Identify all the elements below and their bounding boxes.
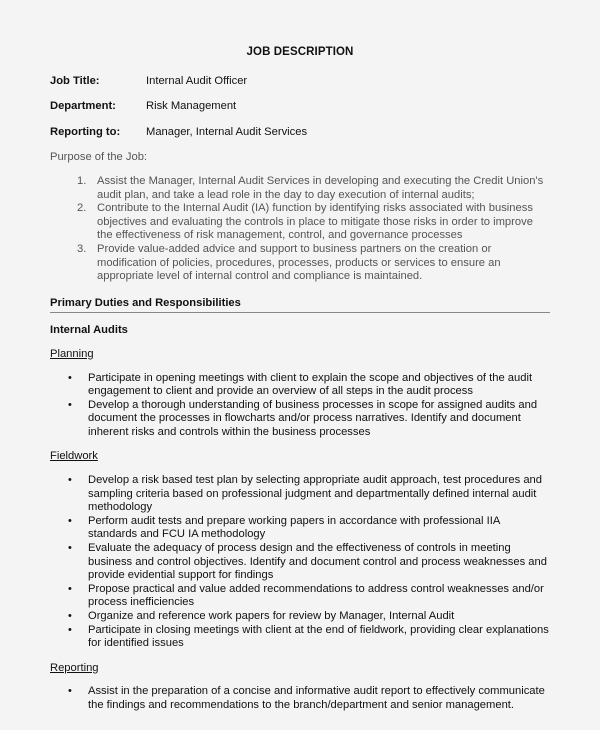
reporting-list <box>50 685 550 712</box>
purpose-item <box>77 174 550 202</box>
list-item <box>68 685 550 712</box>
group-label-fieldwork: Fieldwork <box>50 450 98 463</box>
field-job-title <box>50 75 550 89</box>
group-label-planning: Planning <box>50 347 94 360</box>
list-item-text: Perform audit tests and prepare working papers in accordance with professional IIA standards and FCU IA methodology <box>88 514 500 541</box>
list-item-text: Assist in the preparation of a concise and informative audit report to effectively communicate the findings and recommendations to the branch/department and senior management. <box>88 685 545 711</box>
list-item <box>68 610 550 624</box>
list-item-text: Evaluate the adequacy of process design and the effectiveness of controls in meeting business and control objectives. Identify and document control and process weaknesses and provide evidential support for findings <box>88 542 547 582</box>
job-fields <box>50 75 550 140</box>
list-item-text: Participate in opening meetings with client to explain the scope and objectives of the audit engagement to client and provide an overview of all steps in the audit process <box>88 371 533 398</box>
list-item <box>68 474 550 515</box>
bullet-icon: • <box>68 685 72 698</box>
purpose-item-number: 2. <box>77 202 87 215</box>
fieldwork-list <box>50 474 550 651</box>
bullet-icon: • <box>68 623 72 636</box>
list-item-text: Develop a risk based test plan by selecting appropriate audit approach, test procedures and sampling criteria based on professional judgment and departmentally defined internal audit methodology <box>88 474 542 514</box>
list-item <box>68 582 550 610</box>
subheading-internal-audits: Internal Audits <box>50 324 128 337</box>
field-department <box>50 100 550 114</box>
document-title: JOB DESCRIPTION <box>246 46 354 58</box>
list-item-text: Develop a thorough understanding of business processes in scope for assigned audits and document the processes in flowcharts and/or process narratives. Identify and document inherent risks and controls within the business processes <box>88 398 538 438</box>
purpose-item-text: Assist the Manager, Internal Audit Services in developing and executing the Credit Union's audit plan, and take a lead role in the day to day execution of internal audits; <box>97 174 544 201</box>
field-value: Risk Management <box>146 100 237 113</box>
purpose-item <box>77 242 550 284</box>
list-item <box>68 542 550 583</box>
field-label: Department: <box>50 100 116 113</box>
purpose-item-number: 3. <box>77 242 87 255</box>
bullet-icon: • <box>68 542 72 555</box>
purpose-item-text: Provide value-added advice and support to business partners on the creation or modification of policies, procedures, processes, products or services to ensure an appropriate level of internal control and compliance is maintained. <box>97 242 501 283</box>
bullet-icon: • <box>68 474 72 487</box>
bullet-icon: • <box>68 514 72 527</box>
list-item-text: Participate in closing meetings with client at the end of fieldwork, providing clear explanations for identified issues <box>88 623 549 650</box>
group-label-reporting: Reporting <box>50 661 99 674</box>
purpose-list <box>50 175 550 284</box>
list-item-text: Organize and reference work papers for review by Manager, Internal Audit <box>88 610 455 622</box>
field-label: Job Title: <box>50 74 100 87</box>
list-item-text: Propose practical and value added recommendations to address control weaknesses and/or process inefficiencies <box>88 582 544 609</box>
list-item <box>68 623 550 651</box>
field-value: Manager, Internal Audit Services <box>146 125 308 138</box>
bullet-icon: • <box>68 610 72 622</box>
list-item <box>68 398 550 440</box>
field-reporting-to <box>50 126 550 140</box>
purpose-heading: Purpose of the Job: <box>50 151 148 164</box>
section-heading-duties: Primary Duties and Responsibilities <box>50 297 550 314</box>
purpose-item-text: Contribute to the Internal Audit (IA) function by identifying risks associated with business objectives and evaluating the controls in place to mitigate those risks in order to improve the effectiveness of risk management, control, and governance processes <box>97 202 533 242</box>
purpose-item-number: 1. <box>77 174 87 187</box>
field-value: Internal Audit Officer <box>146 74 248 87</box>
bullet-icon: • <box>68 371 72 384</box>
planning-list <box>50 372 550 440</box>
list-item <box>68 514 550 542</box>
purpose-item <box>77 202 550 243</box>
list-item <box>68 371 550 399</box>
bullet-icon: • <box>68 398 72 411</box>
field-label: Reporting to: <box>50 125 121 138</box>
bullet-icon: • <box>68 582 72 595</box>
